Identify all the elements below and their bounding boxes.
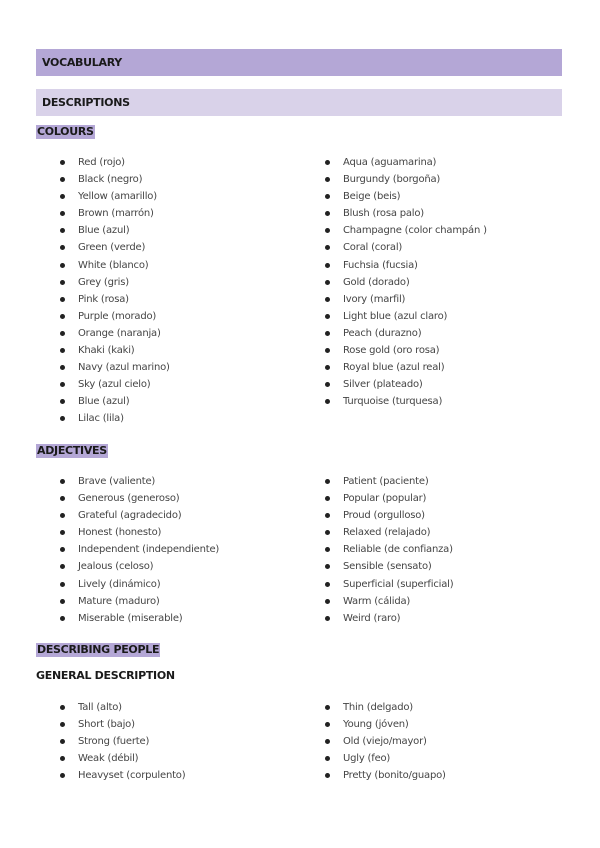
list-item: Sky (azul cielo) [60,376,170,393]
list-item: Champagne (color champán ) [325,222,487,239]
list-item: Grey (gris) [60,274,170,291]
page-title: VOCABULARY [42,56,122,69]
list-item: Fuchsia (fucsia) [325,257,487,274]
list-item: Ivory (marfil) [325,291,487,308]
list-item: Generous (generoso) [60,490,219,507]
list-item: Khaki (kaki) [60,342,170,359]
list-item: Weak (débil) [60,750,185,767]
vocabulary-title-bar [36,49,562,76]
people-list-left [60,699,185,784]
list-item: Orange (naranja) [60,325,170,342]
list-item: Jealous (celoso) [60,558,219,575]
list-item: Old (viejo/mayor) [325,733,446,750]
list-item: Sensible (sensato) [325,558,453,575]
list-item: Aqua (aguamarina) [325,154,487,171]
adjectives-list-right [325,473,453,627]
descriptions-subtitle-bar [36,89,562,116]
list-item: Turquoise (turquesa) [325,393,487,410]
list-item: Green (verde) [60,239,170,256]
describing-people-heading: DESCRIBING PEOPLE [37,643,160,656]
list-item: Relaxed (relajado) [325,524,453,541]
list-item: Heavyset (corpulento) [60,767,185,784]
list-item: Ugly (feo) [325,750,446,767]
list-item: Proud (orgulloso) [325,507,453,524]
list-item: Beige (beis) [325,188,487,205]
list-item: Young (jóven) [325,716,446,733]
adjectives-list-left [60,473,219,627]
colours-heading: COLOURS [37,125,94,138]
list-item: Brave (valiente) [60,473,219,490]
list-item: Pretty (bonito/guapo) [325,767,446,784]
list-item: Burgundy (borgoña) [325,171,487,188]
list-item: Lively (dinámico) [60,576,219,593]
list-item: White (blanco) [60,257,170,274]
list-item: Light blue (azul claro) [325,308,487,325]
list-item: Navy (azul marino) [60,359,170,376]
list-item: Purple (morado) [60,308,170,325]
list-item: Lilac (lila) [60,410,170,427]
list-item: Black (negro) [60,171,170,188]
list-item: Independent (independiente) [60,541,219,558]
list-item: Royal blue (azul real) [325,359,487,376]
list-item: Popular (popular) [325,490,453,507]
list-item: Strong (fuerte) [60,733,185,750]
list-item: Pink (rosa) [60,291,170,308]
list-item: Weird (raro) [325,610,453,627]
list-item: Mature (maduro) [60,593,219,610]
colours-list-right [325,154,487,410]
list-item: Reliable (de confianza) [325,541,453,558]
adjectives-heading: ADJECTIVES [37,444,107,457]
list-item: Red (rojo) [60,154,170,171]
list-item: Silver (plateado) [325,376,487,393]
list-item: Coral (coral) [325,239,487,256]
list-item: Short (bajo) [60,716,185,733]
list-item: Superficial (superficial) [325,576,453,593]
people-list-right [325,699,446,784]
list-item: Thin (delgado) [325,699,446,716]
list-item: Peach (durazno) [325,325,487,342]
list-item: Brown (marrón) [60,205,170,222]
section-subtitle: DESCRIPTIONS [42,96,130,109]
list-item: Yellow (amarillo) [60,188,170,205]
list-item: Honest (honesto) [60,524,219,541]
colours-list-left [60,154,170,428]
list-item: Gold (dorado) [325,274,487,291]
list-item: Warm (cálida) [325,593,453,610]
list-item: Patient (paciente) [325,473,453,490]
list-item: Grateful (agradecido) [60,507,219,524]
list-item: Tall (alto) [60,699,185,716]
list-item: Blue (azul) [60,222,170,239]
general-description-heading: GENERAL DESCRIPTION [36,669,175,682]
list-item: Blush (rosa palo) [325,205,487,222]
list-item: Blue (azul) [60,393,170,410]
list-item: Rose gold (oro rosa) [325,342,487,359]
list-item: Miserable (miserable) [60,610,219,627]
